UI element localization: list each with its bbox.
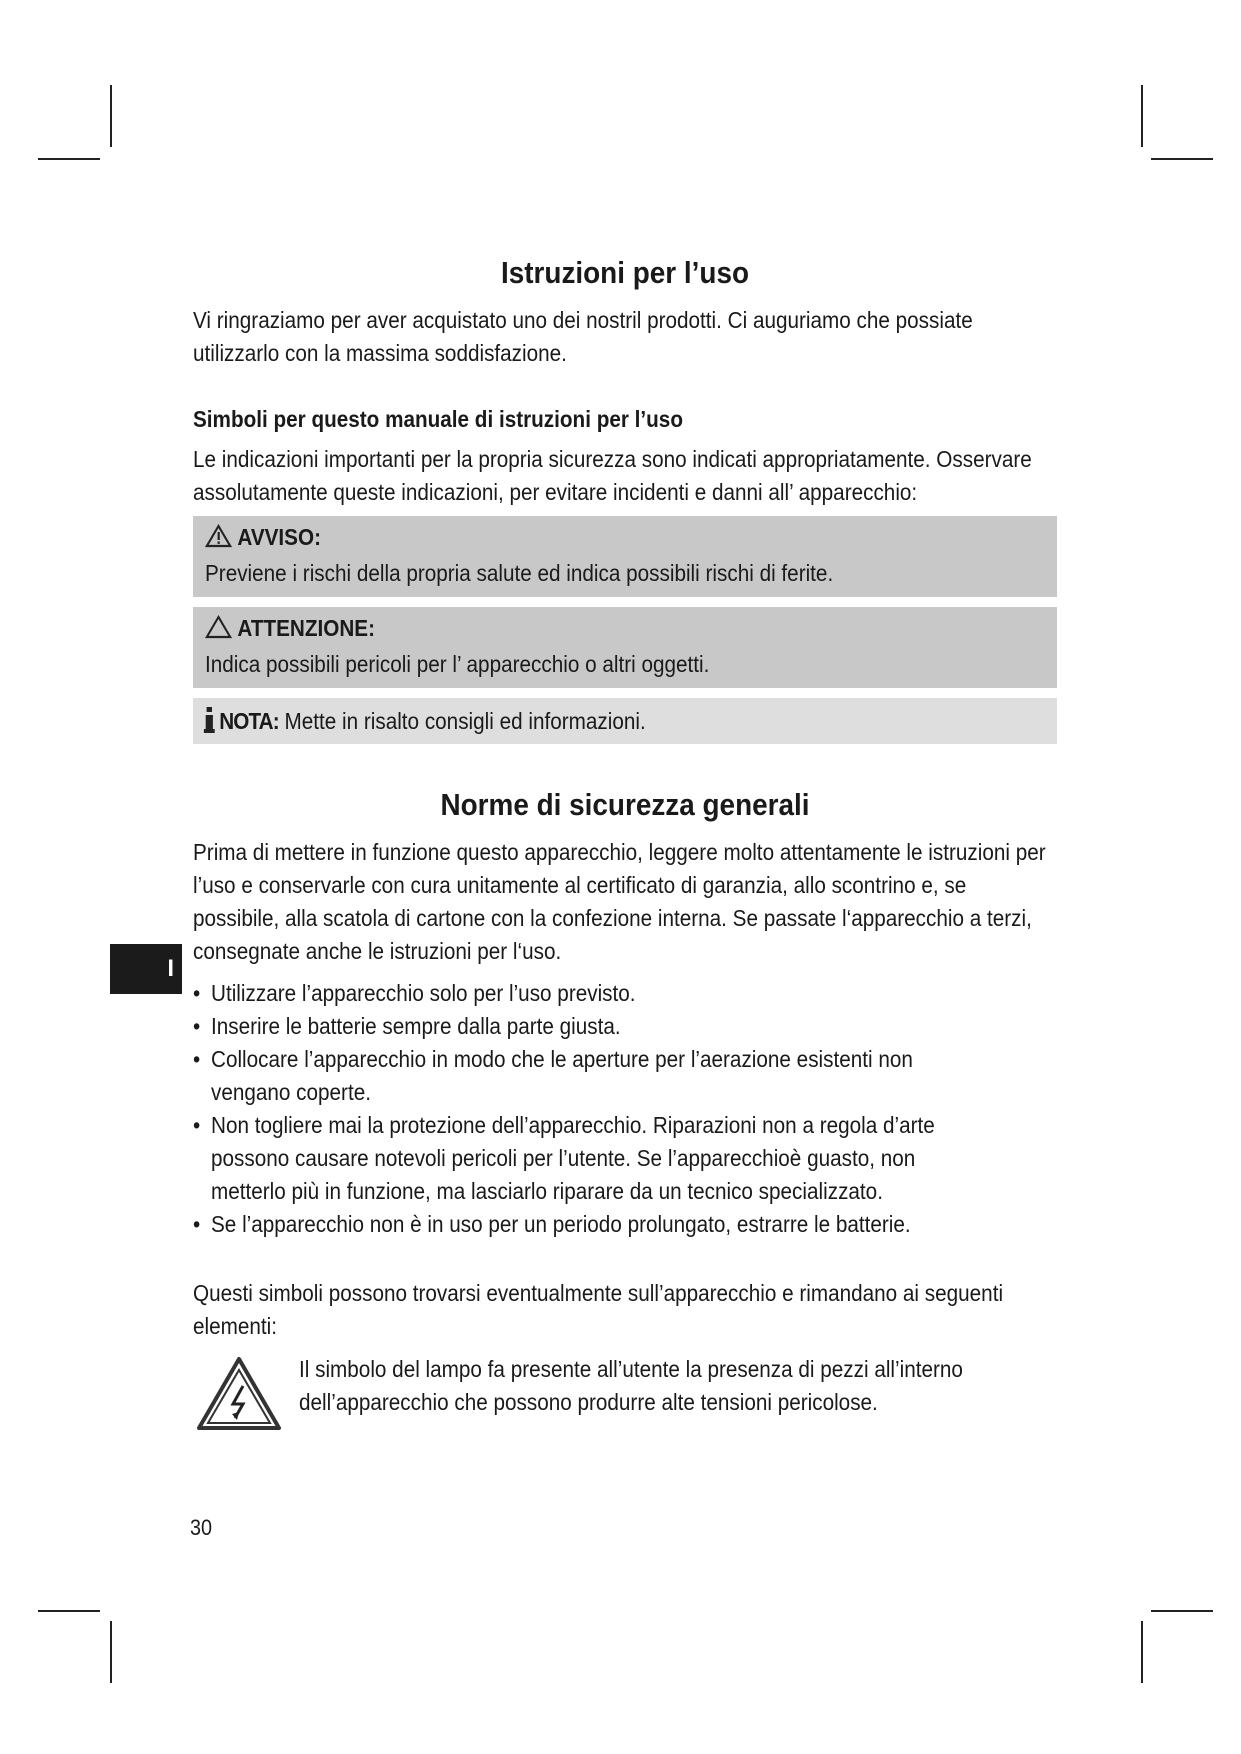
crop-mark xyxy=(110,1621,112,1683)
crop-mark xyxy=(1141,1621,1143,1683)
info-icon xyxy=(203,707,216,739)
crop-mark xyxy=(38,158,100,160)
warning-text: Previene i rischi della propria salute ed indica possibili rischi di ferite. xyxy=(205,560,834,586)
crop-mark xyxy=(38,1610,100,1612)
symbols-heading: Simboli per questo manuale di istruzioni per l’uso xyxy=(193,406,683,432)
symbols-paragraph: Le indicazioni importanti per la propria sicurezza sono indicati appropriatamente. Osservare assolutamente queste indicazioni, per evitare incidenti e danni all’ apparecchio: xyxy=(193,446,1032,505)
crop-mark xyxy=(1141,85,1143,147)
list-item: • Inserire le batterie sempre dalla parte giusta. xyxy=(193,1013,621,1039)
list-item: • Se l’apparecchio non è in uso per un periodo prolungato, estrarre le batterie. xyxy=(193,1211,911,1237)
caution-title: ATTENZIONE: xyxy=(237,615,376,641)
note-text: Mette in risalto consigli ed informazioni. xyxy=(284,708,646,734)
safety-intro: Prima di mettere in funzione questo apparecchio, leggere molto attentamente le istruzioni per l’uso e conservarle con cura unitamente al certificato di garanzia, allo scontrino e, se possibile, alla scatola di cartone con la confezione interna. Se passate l‘apparecchio a terzi, consegnate anche le istruzioni per l‘uso. xyxy=(193,839,1046,964)
lightning-warning-icon xyxy=(196,1356,282,1437)
page-number: 30 xyxy=(190,1515,213,1540)
caution-text: Indica possibili pericoli per l’ apparecchio o altri oggetti. xyxy=(205,651,710,677)
safety-title: Norme di sicurezza generali xyxy=(440,787,810,822)
lightning-text: Il simbolo del lampo fa presente all’utente la presenza di pezzi all’interno dell’apparecchio che possono produrre alte tensioni pericolose. xyxy=(299,1356,963,1415)
crop-mark xyxy=(1151,1610,1213,1612)
page-title: Istruzioni per l’uso xyxy=(500,255,750,290)
crop-mark xyxy=(1151,158,1213,160)
symbols-intro: Questi simboli possono trovarsi eventualmente sull’apparecchio e rimandano ai seguenti elementi: xyxy=(193,1280,1004,1339)
warning-title: AVVISO: xyxy=(237,524,321,550)
intro-paragraph: Vi ringraziamo per aver acquistato uno dei nostril prodotti. Ci auguriamo che possiate utilizzarlo con la massima soddisfazione. xyxy=(193,307,973,366)
language-tab: I xyxy=(110,944,182,994)
caution-box xyxy=(193,607,1057,688)
safety-list xyxy=(193,977,1173,1241)
note-title: NOTA: xyxy=(219,708,279,734)
note-box xyxy=(193,698,1057,744)
caution-triangle-icon xyxy=(205,615,232,645)
crop-mark xyxy=(110,85,112,147)
list-item: • Non togliere mai la protezione dell’apparecchio. Riparazioni non a regola d’arte possono causare notevoli pericoli per l’utente. Se l’apparecchioè guasto, non metterlo più in funzione, ma lasciarlo riparare da un tecnico specializzato. xyxy=(193,1112,935,1204)
warning-box xyxy=(193,516,1057,597)
warning-triangle-icon xyxy=(205,524,232,554)
list-item: • Utilizzare l’apparecchio solo per l’uso previsto. xyxy=(193,980,636,1006)
list-item: • Collocare l’apparecchio in modo che le aperture per l’aerazione esistenti non vengano coperte. xyxy=(193,1046,913,1105)
